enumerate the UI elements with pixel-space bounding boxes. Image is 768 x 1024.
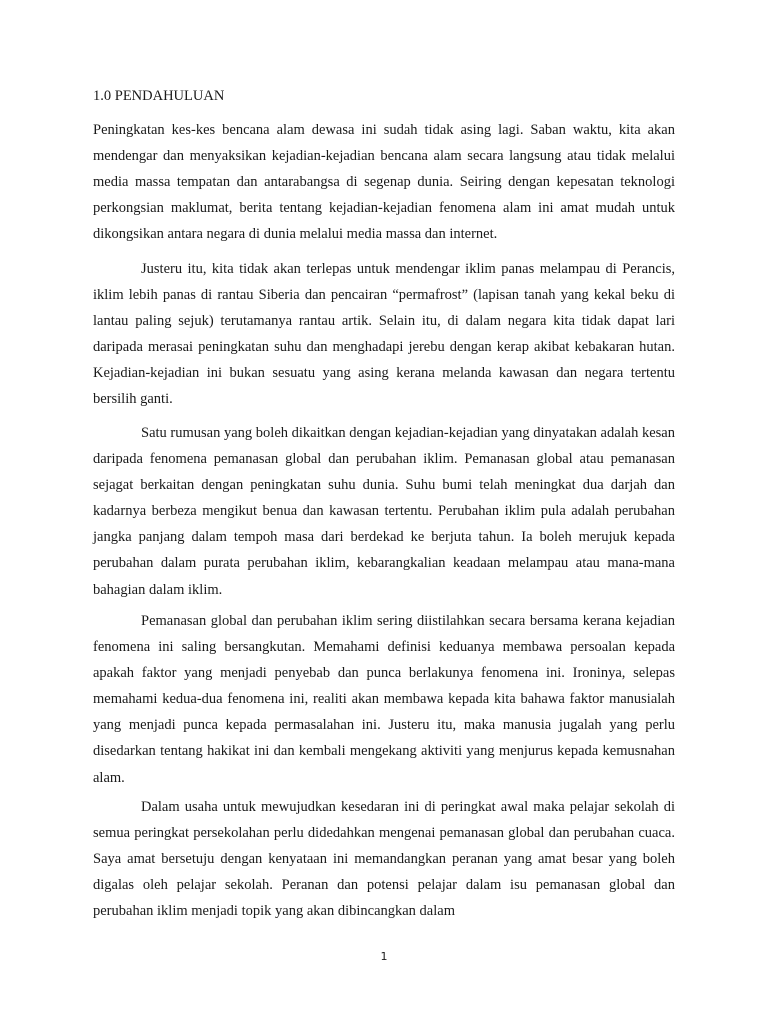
paragraph-student-role: Dalam usaha untuk mewujudkan kesedaran ini di peringkat awal maka pelajar sekolah di semua peringkat persekolahan perlu didedahkan mengenai pemanasan global dan perubahan cuaca. Saya amat bersetuju dengan kenyataan ini memandangkan peranan yang amat besar yang boleh digalas oleh pelajar sekolah. Peranan dan potensi pelajar dalam isu pemanasan global dan perubahan iklim menjadi topik yang akan dibincangkan dalam <box>93 799 675 920</box>
paragraph-extreme-climate: Justeru itu, kita tidak akan terlepas untuk mendengar iklim panas melampau di Perancis, iklim lebih panas di rantau Siberia dan pencairan “permafrost” (lapisan tanah yang kekal beku di lantau paling sejuk) terutamanya rantau artik. Selain itu, di dalam negara kita tidak dapat lari daripada merasai peningkatan suhu dan menghadapi jerebu dengan kerap akibat kebakaran hutan. Kejadian-kejadian ini bukan sesuatu yang asing kerana melanda kawasan dan negara tertentu bersilih ganti. <box>93 261 675 408</box>
paragraph-introduction: Peningkatan kes-kes bencana alam dewasa ini sudah tidak asing lagi. Saban waktu, kita akan mendengar dan menyaksikan kejadian-kejadian bencana alam secara langsung atau tidak melalui media massa tempatan dan antarabangsa di segenap dunia. Seiring dengan kepesatan teknologi perkongsian maklumat, berita tentang kejadian-kejadian fenomena alam ini amat mudah untuk dikongsikan antara negara di dunia melalui media massa dan internet. <box>93 122 675 243</box>
paragraph-human-factor: Pemanasan global dan perubahan iklim sering diistilahkan secara bersama kerana kejadian fenomena ini saling bersangkutan. Memahami definisi keduanya membawa persoalan kepada apakah faktor yang menjadi penyebab dan punca berlakunya fenomena ini. Ironinya, selepas memahami kedua-dua fenomena ini, realiti akan membawa kepada kita bahawa faktor manusialah yang menjadi punca kepada permasalahan ini. Justeru itu, maka manusia jugalah yang perlu disedarkan tentang hakikat ini dan kembali mengekang aktiviti yang menjurus kepada kemusnahan alam. <box>93 613 675 786</box>
page-number: 1 <box>380 950 388 963</box>
paragraph-global-warming-definition: Satu rumusan yang boleh dikaitkan dengan kejadian-kejadian yang dinyatakan adalah kesan daripada fenomena pemanasan global dan perubahan iklim. Pemanasan global atau pemanasan sejagat berkaitan dengan peningkatan suhu dunia. Suhu bumi telah meningkat dua darjah dan kadarnya berbeza mengikut benua dan kawasan tertentu. Perubahan iklim pula adalah perubahan jangka panjang dalam tempoh masa dari berdekad ke berjuta tahun. Ia boleh merujuk kepada perubahan dalam purata perubahan iklim, kebarangkalian keadaan melampau atau mana-mana bahagian dalam iklim. <box>93 425 675 598</box>
section-heading: 1.0 PENDAHULUAN <box>93 88 225 104</box>
